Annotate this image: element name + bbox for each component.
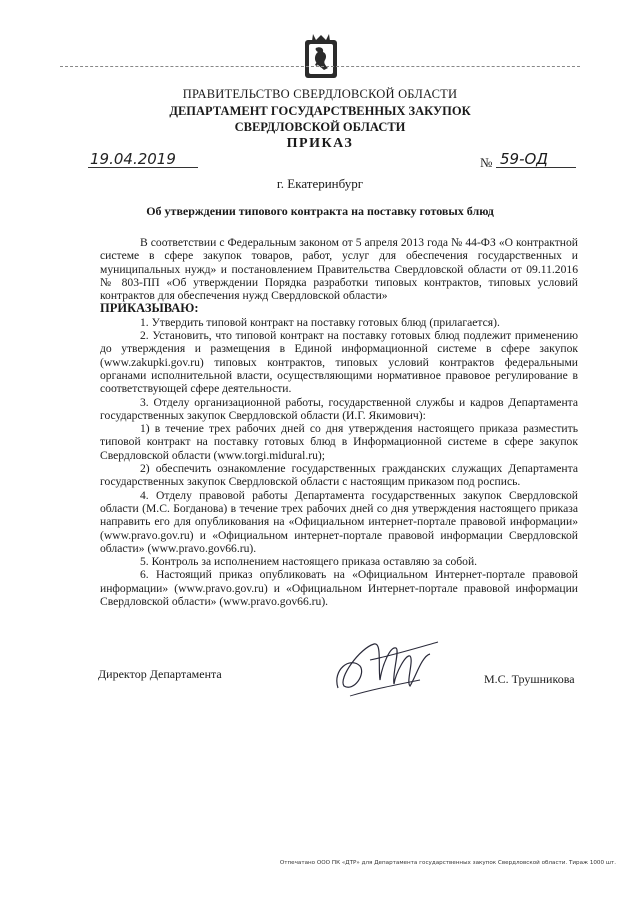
number-underline bbox=[496, 167, 576, 168]
city: г. Екатеринбург bbox=[276, 176, 364, 191]
order-body bbox=[100, 236, 578, 608]
signer-title: Директор Департамента bbox=[98, 667, 222, 681]
order-subject: Об утверждении типового контракта на поставку готовых блюд bbox=[146, 204, 494, 218]
coat-of-arms-emblem bbox=[304, 32, 338, 80]
order-number: 59-ОД bbox=[500, 150, 549, 168]
date-underline bbox=[88, 167, 198, 168]
department-region: СВЕРДЛОВСКОЙ ОБЛАСТИ bbox=[234, 120, 406, 134]
order-item-2: 2. Установить, что типовой контракт на поставку готовых блюд подлежит применению до утверждения и размещения в Единой информационной системе в сфере закупок (www.zakupki.gov.ru) типовых контрактов, типовых условий контрактов федеральными органами исполнительной власти, осуществляющими нормативное правовое регулирование в соответствующей сфере деятельности. bbox=[100, 329, 578, 396]
order-item-3: 3. Отделу организационной работы, государственной службы и кадров Департамента государственных закупок Свердловской области (И.Г. Якимович): bbox=[100, 395, 578, 422]
department-name: ДЕПАРТАМЕНТ ГОСУДАРСТВЕННЫХ ЗАКУПОК bbox=[169, 104, 471, 118]
order-item-4: 4. Отделу правовой работы Департамента государственных закупок Свердловской области (М.С. Богданова) в течение трех рабочих дней со дня утверждения настоящего приказа направить его для опубликования на «Официальном интернет-портале правовой информации» (www.pravo.gov.ru) и «Официальном интернет-портале правовой информации Свердловской области» (www.pravo.gov66.ru). bbox=[100, 488, 578, 555]
handwritten-signature bbox=[330, 626, 440, 702]
order-item-1: 1. Утвердить типовой контракт на поставку готовых блюд (прилагается). bbox=[140, 315, 500, 329]
print-footer: Отпечатано ООО ПК «ДТР» для Департамента государственных закупок Свердловской области. Тираж 1000 шт. bbox=[279, 860, 616, 866]
document-type: ПРИКАЗ bbox=[286, 136, 354, 151]
government-name: ПРАВИТЕЛЬСТВО СВЕРДЛОВСКОЙ ОБЛАСТИ bbox=[182, 87, 458, 101]
header-separator bbox=[60, 66, 580, 67]
signer-name: М.С. Трушникова bbox=[484, 672, 575, 686]
order-item-6: 6. Настоящий приказ опубликовать на «Официальном Интернет-портале правовой информации» (www.pravo.gov.ru) и «Официальном Интернет-портале правовой информации Свердловской области» (www.pravo.gov66.ru). bbox=[100, 568, 578, 609]
orders-word: ПРИКАЗЫВАЮ: bbox=[100, 301, 199, 316]
order-item-3-2: 2) обеспечить ознакомление государственных гражданских служащих Департамента государственных закупок Свердловской области с настоящим приказом под роспись. bbox=[100, 462, 578, 489]
order-date: 19.04.2019 bbox=[90, 150, 176, 168]
order-item-5: 5. Контроль за исполнением настоящего приказа оставляю за собой. bbox=[140, 555, 478, 569]
order-item-3-1: 1) в течение трех рабочих дней со дня утверждения настоящего приказа разместить типовой контракт на поставку готовых блюд в Информационной системе в сфере закупок Свердловской области (www.torgi.midural.ru); bbox=[100, 422, 578, 462]
preamble: В соответствии с Федеральным законом от 5 апреля 2013 года № 44-ФЗ «О контрактной системе в сфере закупок товаров, работ, услуг для обеспечения государственных и муниципальных нужд» и постановлением Правительства Свердловской области от 09.11.2016 № 803-ПП «Об утверждении Порядка разработки типовых контрактов, типовых условий контрактов для обеспечения нужд Свердловской области» bbox=[100, 236, 578, 303]
number-label: № bbox=[480, 155, 493, 170]
